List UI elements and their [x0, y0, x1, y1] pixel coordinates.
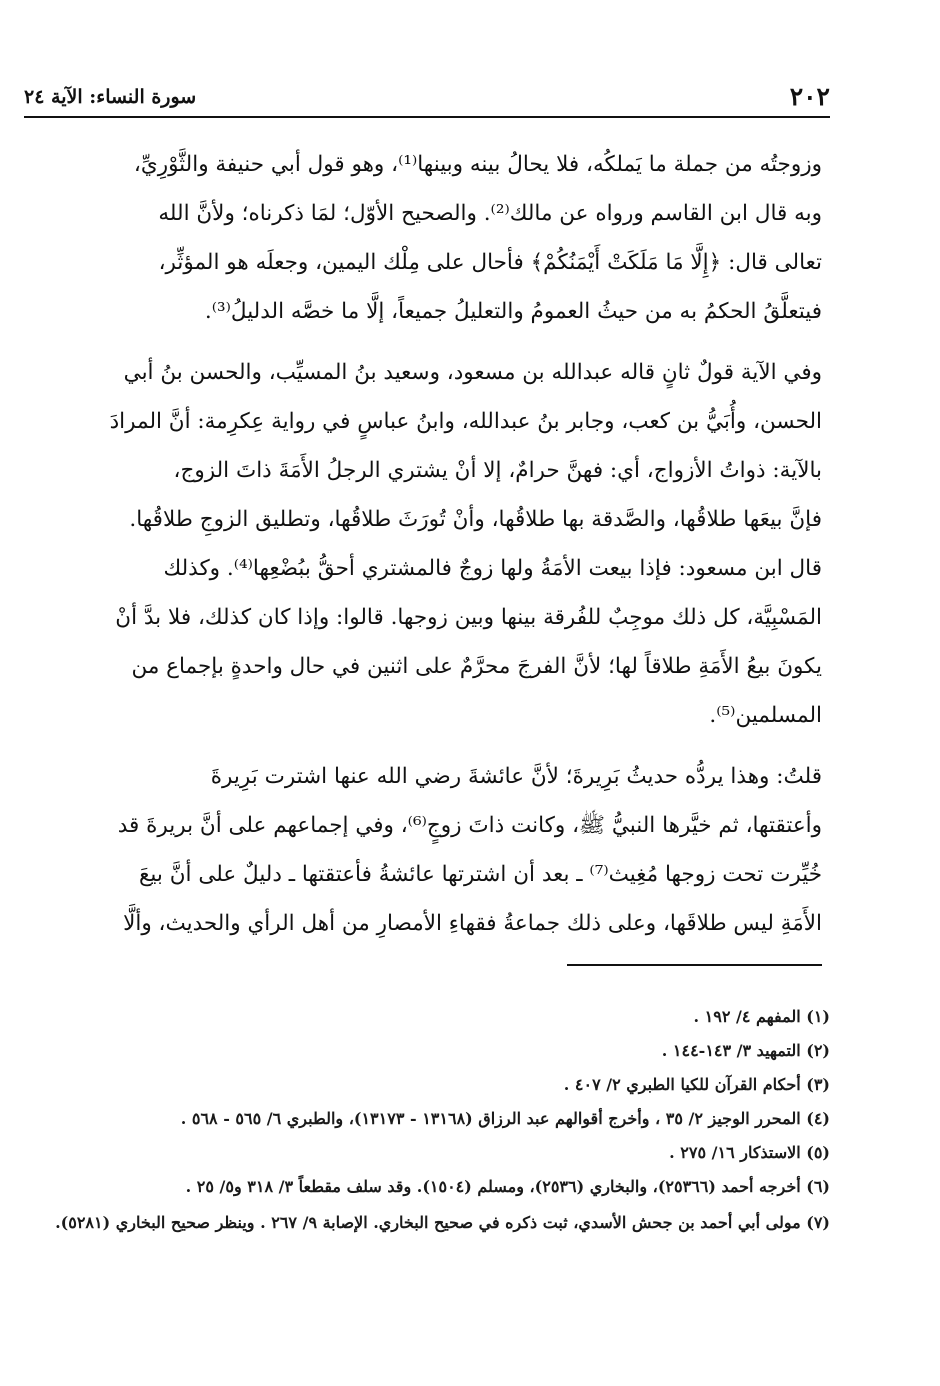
- footnote: (٦) أخرجه أحمد (٢٥٣٦٦)، والبخاري (٢٥٣٦)، ومسلم (١٥٠٤). وقد سلف مقطعاً ٣/ ٣١٨ و٥/ ٢٥ .: [185, 1177, 830, 1196]
- text-line: وأعتقتها، ثم خيَّرها النبيُّ ﷺ، وكانت ذاتَ زوجٍ⁽⁶⁾، وفي إجماعهم على أنَّ بريرةَ قد: [117, 813, 822, 838]
- footnote: (٧) مولى أبي أحمد بن جحش الأسدي، ثبت ذكره في صحيح البخاري. الإصابة ٩/ ٢٦٧ . وينظر صحيح البخاري (٥٢٨١).: [55, 1213, 830, 1232]
- main-text: [38, 140, 822, 948]
- text-line: المسلمين⁽⁵⁾.: [709, 703, 822, 728]
- footnote: (٣) أحكام القرآن للكيا الطبري ٢/ ٤٠٧ .: [563, 1075, 830, 1094]
- page-header: [24, 78, 830, 118]
- footnote: (١) المفهم ٤/ ١٩٢ .: [693, 1007, 830, 1026]
- text-line: يكونَ بيعُ الأَمَةِ طلاقاً لها؛ لأنَّ الفرجَ محرَّمٌ على اثنين في حال واحدةٍ بإجماع من: [131, 654, 822, 679]
- text-line: وزوجتُه من جملة ما يَملكُه، فلا يحالُ بينه وبينها⁽¹⁾، وهو قول أبي حنيفة والثَّوْرِيِّ،: [133, 152, 822, 177]
- footnotes: [40, 1000, 830, 1238]
- footnote: (٤) المحرر الوجيز ٢/ ٣٥ ، وأخرج أقوالهم عبد الرزاق (١٣١٦٨ - ١٣١٧٣)، والطبري ٦/ ٥٦٥ - ٥٦٨ .: [180, 1109, 830, 1128]
- text-line: قال ابن مسعود: فإذا بيعت الأمَةُ ولها زوجٌ فالمشتري أحقُّ ببُضْعِها⁽⁴⁾. وكذلك: [163, 556, 822, 581]
- paragraph: [38, 140, 822, 336]
- footnote: (٢) التمهيد ٣/ ١٤٣-١٤٤ .: [661, 1041, 830, 1060]
- paragraph: [38, 348, 822, 740]
- text-line: المَسْبِيَّة، كل ذلك موجِبٌ للفُرقة بينها وبين زوجها. قالوا: وإذا كان كذلك، فلا بدَّ أنْ: [115, 605, 822, 630]
- text-line: فإنَّ بيعَها طلاقُها، والصَّدقة بها طلاقُها، وأنْ تُورَثَ طلاقُها، وتطليق الزوجِ طلاقُها.: [129, 507, 822, 532]
- text-line: خُيِّرت تحت زوجها مُغِيث⁽⁷⁾ ـ بعد أن اشترتها عائشةُ فأعتقتها ـ دليلٌ على أنَّ بيعَ: [138, 862, 822, 887]
- page-number: ٢٠٢: [789, 82, 830, 111]
- footnote-separator: [567, 964, 822, 966]
- text-line: الحسن، وأُبَيُّ بن كعب، وجابر بنُ عبدالله، وابنُ عباسٍ في رواية عِكرِمة: أنَّ المرادَ: [109, 409, 822, 434]
- text-line: وبه قال ابن القاسم ورواه عن مالك⁽²⁾. والصحيح الأوّل؛ لمَا ذكرناه؛ ولأنَّ الله: [158, 201, 822, 226]
- text-line: الأَمَةِ ليس طلاقَها، وعلى ذلك جماعةُ فقهاءِ الأمصارِ من أهل الرأي والحديث، وألَّا: [123, 911, 822, 936]
- text-line: وفي الآية قولٌ ثانٍ قاله عبدالله بن مسعود، وسعيد بنُ المسيِّب، والحسن بنُ أبي: [123, 360, 822, 385]
- text-line: تعالى قال: ﴿إِلَّا مَا مَلَكَتْ أَيْمَنُكُمْ﴾ فأحال على مِلْك اليمين، وجعلَه هو المؤثِّر،: [158, 250, 822, 275]
- text-line: فيتعلَّقُ الحكمُ به من حيثُ العمومُ والتعليلُ جميعاً، إلَّا ما خصَّه الدليلُ⁽³⁾.: [204, 299, 822, 324]
- footnote: (٥) الاستذكار ١٦/ ٢٧٥ .: [669, 1143, 830, 1162]
- paragraph: [38, 752, 822, 948]
- text-line: بالآية: ذواتُ الأزواج، أي: فهنَّ حرامٌ، إلا أنْ يشتري الرجلُ الأَمَةَ ذاتَ الزوج،: [173, 458, 822, 483]
- text-line: قلتُ: وهذا يردُّه حديثُ بَرِيرةَ؛ لأنَّ عائشةَ رضي الله عنها اشترت بَرِيرةَ: [210, 764, 822, 789]
- running-title: سورة النساء: الآية ٢٤: [24, 86, 197, 108]
